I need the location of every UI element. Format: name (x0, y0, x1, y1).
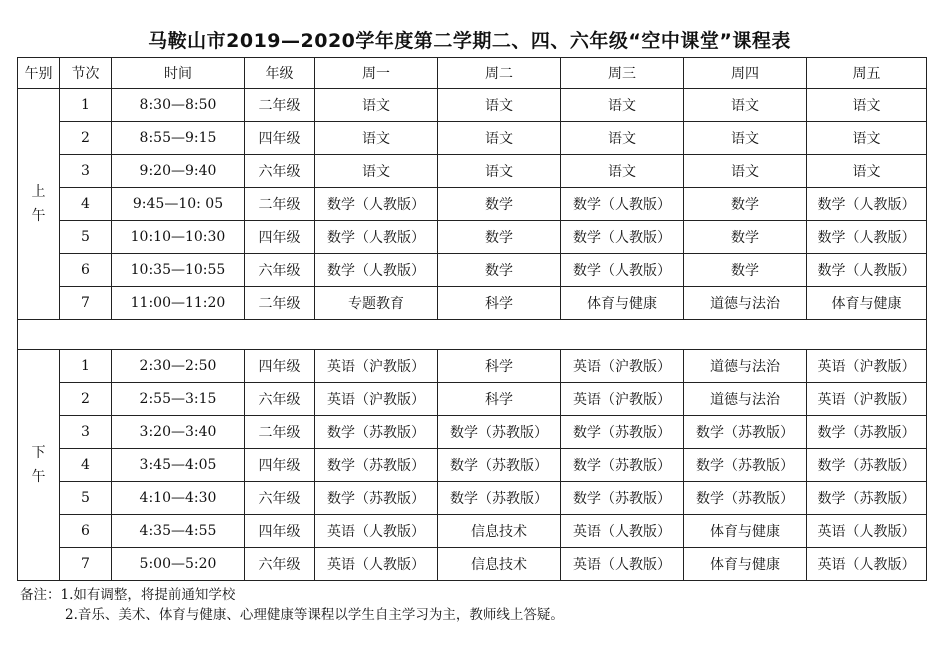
table-cell: 语文 (684, 89, 807, 122)
table-cell: 英语（沪教版） (807, 383, 927, 416)
table-cell: 道德与法治 (684, 383, 807, 416)
table-cell: 六年级 (245, 383, 315, 416)
table-cell: 六年级 (245, 155, 315, 188)
table-cell: 语文 (807, 155, 927, 188)
table-cell: 数学（人教版） (807, 188, 927, 221)
table-row (18, 482, 927, 515)
page-title: 马鞍山市2019—2020学年度第二学期二、四、六年级“空中课堂”课程表 (148, 30, 791, 52)
table-cell: 数学（人教版） (561, 221, 684, 254)
table-cell: 体育与健康 (684, 548, 807, 581)
header-cell: 周二 (438, 58, 561, 89)
table-cell: 信息技术 (438, 515, 561, 548)
table-cell: 数学（人教版） (807, 254, 927, 287)
table-cell: 数学（人教版） (315, 254, 438, 287)
table-row (18, 254, 927, 287)
period-label (18, 89, 60, 320)
table-cell: 四年级 (245, 350, 315, 383)
table-cell: 二年级 (245, 188, 315, 221)
table-cell: 7 (60, 548, 112, 581)
header-cell: 周五 (807, 58, 927, 89)
table-cell: 语文 (315, 155, 438, 188)
table-cell: 体育与健康 (561, 287, 684, 320)
table-cell: 数学 (684, 221, 807, 254)
table-cell: 1 (60, 89, 112, 122)
table-cell: 数学（苏教版） (684, 449, 807, 482)
table-cell: 信息技术 (438, 548, 561, 581)
table-cell: 3 (60, 155, 112, 188)
table-cell: 1 (60, 350, 112, 383)
table-cell: 10:35—10:55 (112, 254, 245, 287)
header-row (18, 58, 927, 89)
table-row (18, 221, 927, 254)
table-cell: 六年级 (245, 548, 315, 581)
table-cell: 语文 (315, 122, 438, 155)
table-row (18, 89, 927, 122)
gap-cell (18, 320, 927, 350)
table-cell: 二年级 (245, 416, 315, 449)
table-cell: 数学（人教版） (807, 221, 927, 254)
table-cell: 数学（苏教版） (684, 416, 807, 449)
table-cell: 英语（沪教版） (561, 350, 684, 383)
schedule-table (17, 57, 927, 581)
table-cell: 语文 (438, 89, 561, 122)
table-cell: 5 (60, 482, 112, 515)
table-cell: 数学 (438, 221, 561, 254)
table-cell: 四年级 (245, 221, 315, 254)
table-row (18, 122, 927, 155)
table-cell: 语文 (561, 155, 684, 188)
table-cell: 数学（人教版） (315, 188, 438, 221)
table-cell: 10:10—10:30 (112, 221, 245, 254)
table-cell: 二年级 (245, 287, 315, 320)
table-cell: 数学（苏教版） (561, 482, 684, 515)
header-cell: 周一 (315, 58, 438, 89)
table-cell: 英语（沪教版） (807, 350, 927, 383)
table-cell: 2 (60, 383, 112, 416)
table-cell: 数学 (684, 254, 807, 287)
table-row (18, 287, 927, 320)
table-cell: 体育与健康 (684, 515, 807, 548)
table-cell: 专题教育 (315, 287, 438, 320)
table-cell: 英语（沪教版） (315, 383, 438, 416)
table-cell: 英语（人教版） (561, 515, 684, 548)
table-cell: 数学（苏教版） (438, 416, 561, 449)
table-cell: 数学（苏教版） (315, 449, 438, 482)
table-cell: 3:45—4:05 (112, 449, 245, 482)
table-cell: 6 (60, 515, 112, 548)
table-cell: 数学（苏教版） (561, 449, 684, 482)
schedule-body (18, 89, 927, 581)
table-cell: 英语（人教版） (315, 548, 438, 581)
table-cell: 2 (60, 122, 112, 155)
table-cell: 9:45—10: 05 (112, 188, 245, 221)
table-cell: 六年级 (245, 482, 315, 515)
table-cell: 语文 (684, 122, 807, 155)
table-cell: 数学（苏教版） (807, 416, 927, 449)
header-cell: 周四 (684, 58, 807, 89)
table-cell: 体育与健康 (807, 287, 927, 320)
table-cell: 4:35—4:55 (112, 515, 245, 548)
table-cell: 道德与法治 (684, 287, 807, 320)
table-cell: 8:55—9:15 (112, 122, 245, 155)
table-cell: 数学（苏教版） (438, 482, 561, 515)
table-cell: 数学（苏教版） (807, 482, 927, 515)
notes (20, 585, 564, 625)
table-cell: 4 (60, 449, 112, 482)
section-gap (18, 320, 927, 350)
table-cell: 数学（苏教版） (438, 449, 561, 482)
table-cell: 英语（人教版） (807, 515, 927, 548)
table-cell: 3 (60, 416, 112, 449)
period-label-text: 下 午 (31, 445, 46, 485)
table-cell: 7 (60, 287, 112, 320)
table-cell: 5 (60, 221, 112, 254)
table-cell: 3:20—3:40 (112, 416, 245, 449)
table-cell: 4:10—4:30 (112, 482, 245, 515)
table-cell: 六年级 (245, 254, 315, 287)
table-cell: 四年级 (245, 515, 315, 548)
table-cell: 数学（人教版） (315, 221, 438, 254)
table-cell: 语文 (438, 155, 561, 188)
table-cell: 语文 (561, 89, 684, 122)
table-cell: 数学（苏教版） (807, 449, 927, 482)
table-cell: 数学（苏教版） (315, 482, 438, 515)
table-cell: 数学（人教版） (561, 188, 684, 221)
table-cell: 四年级 (245, 449, 315, 482)
table-cell: 四年级 (245, 122, 315, 155)
table-row (18, 350, 927, 383)
table-cell: 科学 (438, 383, 561, 416)
table-row (18, 155, 927, 188)
table-cell: 二年级 (245, 89, 315, 122)
table-cell: 数学（苏教版） (561, 416, 684, 449)
table-cell: 语文 (561, 122, 684, 155)
table-cell: 2:55—3:15 (112, 383, 245, 416)
table-cell: 11:00—11:20 (112, 287, 245, 320)
table-cell: 5:00—5:20 (112, 548, 245, 581)
table-cell: 语文 (807, 122, 927, 155)
table-cell: 英语（沪教版） (315, 350, 438, 383)
table-cell: 数学 (438, 254, 561, 287)
table-cell: 英语（人教版） (315, 515, 438, 548)
table-cell: 英语（沪教版） (561, 383, 684, 416)
period-label (18, 350, 60, 581)
table-cell: 数学 (684, 188, 807, 221)
table-cell: 数学（苏教版） (315, 416, 438, 449)
note-line: 备注：1.如有调整，将提前通知学校 (20, 587, 236, 603)
table-row (18, 188, 927, 221)
table-cell: 4 (60, 188, 112, 221)
header-cell: 午别 (18, 58, 60, 89)
table-cell: 科学 (438, 350, 561, 383)
table-cell: 数学（人教版） (561, 254, 684, 287)
table-cell: 数学 (438, 188, 561, 221)
header-cell: 节次 (60, 58, 112, 89)
table-row (18, 548, 927, 581)
table-cell: 英语（人教版） (561, 548, 684, 581)
table-row (18, 515, 927, 548)
table-cell: 2:30—2:50 (112, 350, 245, 383)
table-cell: 科学 (438, 287, 561, 320)
table-cell: 数学（苏教版） (684, 482, 807, 515)
table-cell: 8:30—8:50 (112, 89, 245, 122)
table-cell: 9:20—9:40 (112, 155, 245, 188)
table-cell: 英语（人教版） (807, 548, 927, 581)
table-row (18, 383, 927, 416)
table-cell: 语文 (807, 89, 927, 122)
table-cell: 语文 (438, 122, 561, 155)
table-cell: 语文 (684, 155, 807, 188)
table-cell: 语文 (315, 89, 438, 122)
header-cell: 年级 (245, 58, 315, 89)
header-cell: 周三 (561, 58, 684, 89)
period-label-text: 上 午 (31, 184, 46, 224)
header-cell: 时间 (112, 58, 245, 89)
table-cell: 道德与法治 (684, 350, 807, 383)
table-row (18, 449, 927, 482)
table-cell: 6 (60, 254, 112, 287)
note-line: 2.音乐、美术、体育与健康、心理健康等课程以学生自主学习为主，教师线上答疑。 (65, 607, 564, 623)
table-row (18, 416, 927, 449)
